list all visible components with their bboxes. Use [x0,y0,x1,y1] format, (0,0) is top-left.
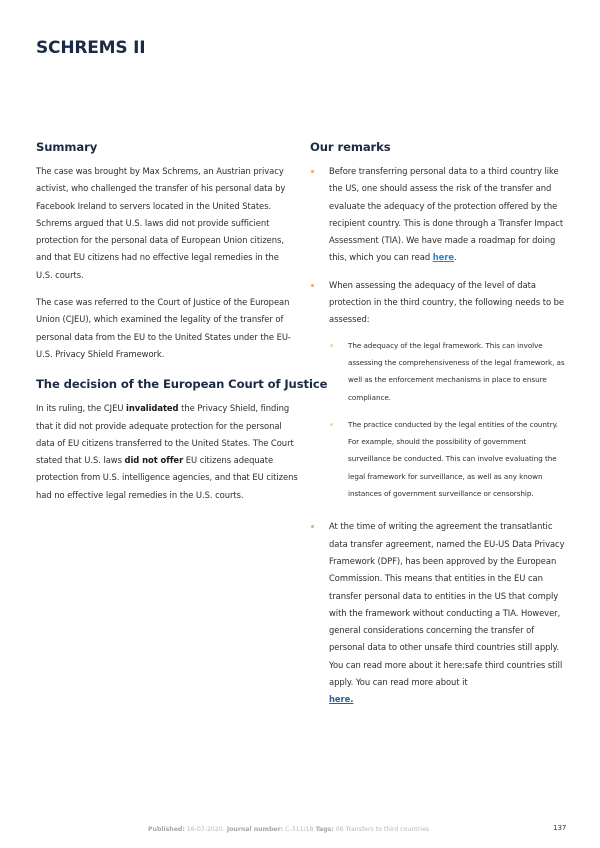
remark-bullet-3 [310,518,568,708]
journal-number-label: Journal number: [224,826,284,833]
page-number: 137 [553,824,567,832]
bullet-dot-icon [311,525,314,528]
decision-paragraph [36,400,298,504]
decision-text-2: the Privacy Shield, finding that it did not provide adequate protection for the personal data of EU citizens transferred to the United States. The Court stated that U.S. laws [36,403,294,466]
page-footer [148,826,429,833]
tags-label: Tags: [313,826,334,833]
bullet-dot-icon [311,284,314,287]
bullet-dot-icon [311,170,314,173]
remark-bullet-1 [310,163,568,267]
dpf-here-link[interactable]: here. [329,694,354,705]
tags-value: 06 Transfers to third countries [333,826,429,833]
decision-text-1: In its ruling, the CJEU [36,403,127,414]
sub-bullet-practice [310,416,568,502]
remarks-heading: Our remarks [310,140,391,154]
sub-bullet-dot-icon [330,344,333,347]
decision-text-3: EU citizens adequate protection from U.S. intelligence agencies, and that EU citizens had no effective legal remedies in the U.S. courts. [36,455,298,500]
summary-paragraph-2: The case was referred to the Court of Justice of the European Union (CJEU), which examined the legality of the transfer of personal data from the EU to the United States under the EU-U.S. Privacy Shield Framework. [36,297,291,359]
assessment-sub-list [310,337,568,503]
sub-bullet-2-text: The practice conducted by the legal entities of the country. For example, should the possibility of government surveillance be conducted. This can involve evaluating the legal framework for surveillance, as well as any known instances of government surveillance or censorship. [348,419,559,499]
remark-1-suffix: . [453,252,457,263]
sub-bullet-legal-framework [310,337,568,406]
roadmap-here-link[interactable]: here [432,252,454,263]
decision-bold-invalidated: invalidated [126,403,179,414]
summary-heading: Summary [36,140,98,154]
published-date: 16-07-2020. [184,826,225,833]
page-title: SCHREMS II [36,38,146,58]
left-column [36,140,328,514]
summary-paragraph-1: The case was brought by Max Schrems, an Austrian privacy activist, who challenged the transfer of his personal data by Facebook Ireland to servers located in the United States. Schrems argued that U.S. laws did not provide sufficient protection for the personal data of European Union citizens, and that EU citizens had no effective legal remedies in the U.S. courts. [36,166,286,280]
remark-3-text: At the time of writing the agreement the transatlantic data transfer agreement, named the EU-US Data Privacy Framework (DPF), has been approved by the European Commission. This means that entities in the EU can transfer personal data to entities in the US that comply with the framework without conducting a TIA. However, general considerations concerning the transfer of personal data to other unsafe third countries still apply. You can read more about it here:safe third countries still apply. You can read more about it [329,521,565,688]
decision-heading: The decision of the European Court of Justice [36,377,328,392]
remark-bullet-2 [310,277,568,329]
right-column [310,140,568,719]
sub-bullet-1-text: The adequacy of the legal framework. This can involve assessing the comprehensiveness of the legal framework, as well as the enforcement mechanisms in place to ensure compliance. [348,340,565,402]
decision-bold-did-not-offer: did not offer [124,455,184,466]
remark-2-text: When assessing the adequacy of the level of data protection in the third country, the following needs to be assessed: [329,279,565,325]
sub-bullet-dot-icon [330,423,333,426]
journal-number-value: C-311/18 [283,826,314,833]
remark-1-text: Before transferring personal data to a third country like the US, one should assess the risk of the transfer and evaluate the adequacy of the protection offered by the recipient country. This is done through a Transfer Impact Assessment (TIA). We have made a roadmap for doing this, which you can read [329,166,564,263]
published-label: Published: [148,826,185,833]
